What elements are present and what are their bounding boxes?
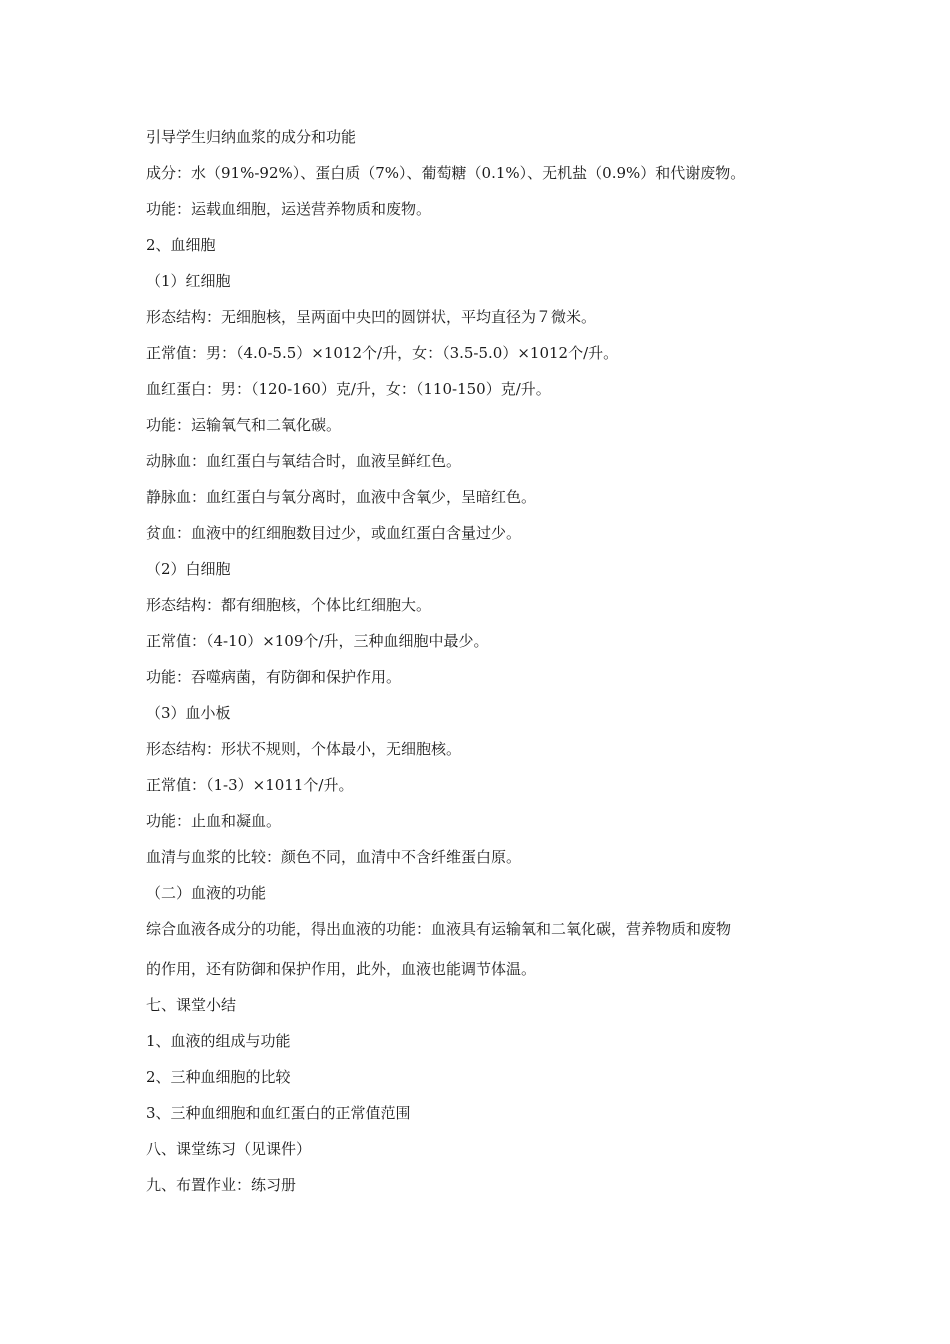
section-heading: 七、课堂小结	[146, 996, 237, 1014]
document-body	[146, 126, 826, 1210]
paragraph-line: 正常值：男：（4.0-5.5）×1012个/升，女：（3.5-5.0）×1012个/升。	[146, 344, 619, 362]
paragraph-line: 形态结构：形状不规则，个体最小，无细胞核。	[146, 740, 462, 758]
list-item: 2、三种血细胞的比较	[146, 1068, 291, 1086]
paragraph-line: 引导学生归纳血浆的成分和功能	[146, 128, 357, 146]
paragraph-line: 动脉血：血红蛋白与氧结合时，血液呈鲜红色。	[146, 452, 462, 470]
paragraph-line: 综合血液各成分的功能，得出血液的功能：血液具有运输氧和二氧化碳，营养物质和废物	[146, 920, 732, 938]
subsection-heading: （二）血液的功能	[146, 884, 267, 902]
subsection-heading: （3）血小板	[146, 704, 231, 722]
subsection-heading: （2）白细胞	[146, 560, 231, 578]
paragraph-line: 的作用，还有防御和保护作用，此外，血液也能调节体温。	[146, 960, 537, 978]
list-item: 3、三种血细胞和血红蛋白的正常值范围	[146, 1104, 411, 1122]
paragraph-line: 功能：吞噬病菌，有防御和保护作用。	[146, 668, 402, 686]
paragraph-line: 正常值：（4-10）×109个/升，三种血细胞中最少。	[146, 632, 489, 650]
paragraph-line: 正常值：（1-3）×1011个/升。	[146, 776, 354, 794]
paragraph-line: 贫血：血液中的红细胞数目过少，或血红蛋白含量过少。	[146, 524, 522, 542]
paragraph-line: 形态结构：都有细胞核，个体比红细胞大。	[146, 596, 432, 614]
paragraph-line: 功能：止血和凝血。	[146, 812, 282, 830]
section-heading: 2、血细胞	[146, 236, 216, 254]
section-heading: 八、课堂练习（见课件）	[146, 1140, 312, 1158]
paragraph-line: 成分：水（91%-92%）、蛋白质（7%）、葡萄糖（0.1%）、无机盐（0.9%）和代谢废物。	[146, 164, 746, 182]
paragraph-line: 血清与血浆的比较：颜色不同，血清中不含纤维蛋白原。	[146, 848, 522, 866]
subsection-heading: （1）红细胞	[146, 272, 231, 290]
paragraph-line: 血红蛋白：男：（120-160）克/升，女：（110-150）克/升。	[146, 380, 551, 398]
section-heading: 九、布置作业：练习册	[146, 1176, 297, 1194]
paragraph-line: 功能：运载血细胞，运送营养物质和废物。	[146, 200, 432, 218]
paragraph-line: 形态结构：无细胞核，呈两面中央凹的圆饼状，平均直径为７微米。	[146, 308, 597, 326]
list-item: 1、血液的组成与功能	[146, 1032, 291, 1050]
paragraph-line: 功能：运输氧气和二氧化碳。	[146, 416, 342, 434]
paragraph-line: 静脉血：血红蛋白与氧分离时，血液中含氧少，呈暗红色。	[146, 488, 537, 506]
